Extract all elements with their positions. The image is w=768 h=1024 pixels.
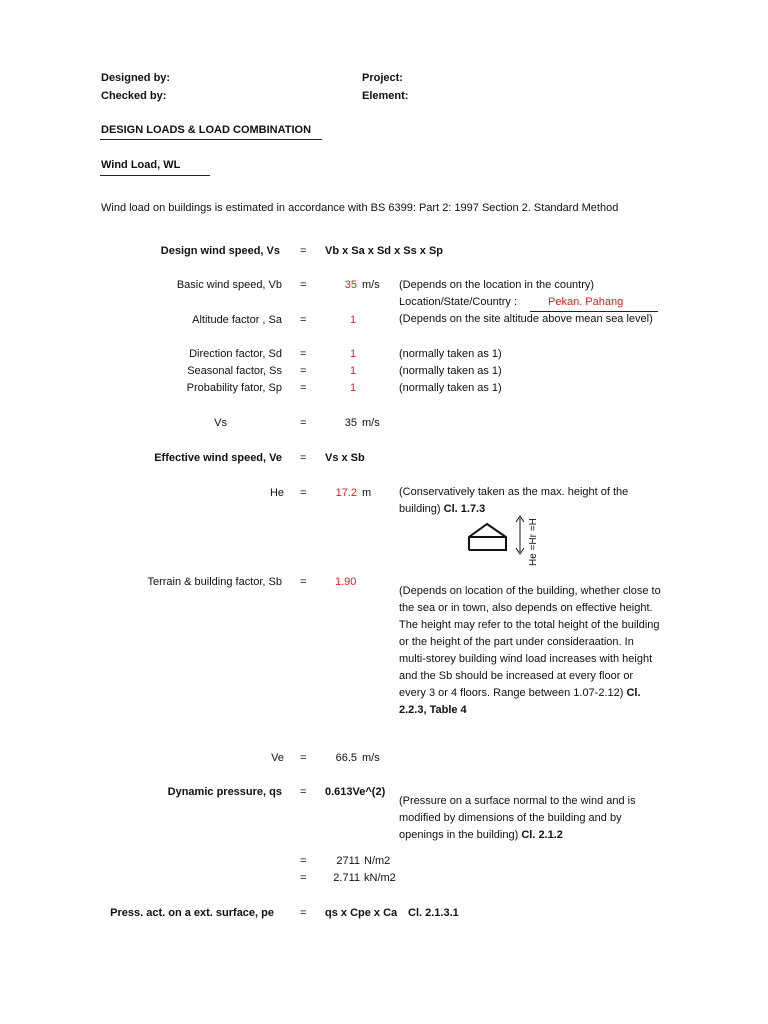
equals: = xyxy=(300,872,307,884)
qs-label: Dynamic pressure, qs xyxy=(167,786,282,798)
vb-value: 35 xyxy=(344,279,357,291)
qs-formula: 0.613Ve^(2) xyxy=(325,786,386,798)
equals: = xyxy=(300,279,307,291)
he-label: He xyxy=(269,487,284,499)
location-label: Location/State/Country : xyxy=(399,296,518,308)
vb-note: (Depends on the location in the country) xyxy=(399,279,595,291)
equals: = xyxy=(300,752,307,764)
he-unit: m xyxy=(362,487,372,499)
vs-result-unit: m/s xyxy=(362,417,380,429)
sb-note-text: (Depends on location of the building, whether close to the sea or in town, also depends on effective height. The height may refer to the total height of the building or the height of the part under consideraation. In multi-storey building wind load increases with height and the Sb should be increased at every floor or every 3 or 4 floors. Range between 1.07-2.12) xyxy=(399,585,661,699)
ve-label: Effective wind speed, Ve xyxy=(154,452,282,464)
qs-note xyxy=(399,793,661,844)
vs-result-label: Vs xyxy=(214,417,227,429)
subsection-title-underline xyxy=(100,175,210,176)
sd-value: 1 xyxy=(349,348,357,360)
he-note-text: (Conservatively taken as the max. height of the building) xyxy=(399,486,629,515)
ve-result-unit: m/s xyxy=(362,752,380,764)
qs-result2-value: 2.711 xyxy=(333,872,360,884)
qs-note-text: (Pressure on a surface normal to the wind and is modified by dimensions of the building and by openings in the building) xyxy=(399,795,636,841)
sa-label: Altitude factor , Sa xyxy=(192,314,282,326)
vb-label: Basic wind speed, Vb xyxy=(176,279,282,291)
sa-note: (Depends on the site altitude above mean sea level) xyxy=(399,313,653,325)
vs-label: Design wind speed, Vs xyxy=(160,245,280,257)
equals: = xyxy=(300,786,307,798)
checked-by-label: Checked by: xyxy=(101,90,167,102)
pe-ref: Cl. 2.1.3.1 xyxy=(408,907,459,919)
vb-unit: m/s xyxy=(362,279,380,291)
pe-label: Press. act. on a ext. surface, pe xyxy=(110,907,274,919)
sp-value: 1 xyxy=(349,382,357,394)
diagram-height-label: He =Hr =H xyxy=(528,518,539,566)
element-label: Element: xyxy=(362,90,409,102)
ve-result-value: 66.5 xyxy=(335,752,357,764)
sb-note xyxy=(399,583,661,719)
equals: = xyxy=(300,382,307,394)
qs-result2-unit: kN/m2 xyxy=(364,872,396,884)
sp-note: (normally taken as 1) xyxy=(399,382,502,394)
ve-result-label: Ve xyxy=(271,752,284,764)
vs-formula: Vb x Sa x Sd x Ss x Sp xyxy=(325,245,443,257)
equals: = xyxy=(300,245,307,257)
equals: = xyxy=(300,365,307,377)
vs-result-value: 35 xyxy=(344,417,357,429)
sp-label: Probability fator, Sp xyxy=(186,382,282,394)
sb-ref: Cl. 2.2.3, Table 4 xyxy=(399,687,641,716)
section-title: DESIGN LOADS & LOAD COMBINATION xyxy=(101,124,312,136)
designed-by-label: Designed by: xyxy=(101,72,171,84)
equals: = xyxy=(300,348,307,360)
he-value: 17.2 xyxy=(335,487,357,499)
qs-ref: Cl. 2.1.2 xyxy=(521,829,563,841)
ss-label: Seasonal factor, Ss xyxy=(187,365,282,377)
sd-note: (normally taken as 1) xyxy=(399,348,502,360)
ve-formula: Vs x Sb xyxy=(325,452,365,464)
subsection-title: Wind Load, WL xyxy=(101,159,181,171)
section-title-underline xyxy=(100,139,322,140)
qs-result1-value: 2711 xyxy=(336,855,360,867)
equals: = xyxy=(300,907,307,919)
qs-result1-unit: N/m2 xyxy=(364,855,391,867)
location-value: Pekan. Pahang xyxy=(548,296,624,308)
intro-text: Wind load on buildings is estimated in accordance with BS 6399: Part 2: 1997 Section 2. Standard Method xyxy=(101,202,619,214)
sb-label: Terrain & building factor, Sb xyxy=(147,576,282,588)
ss-note: (normally taken as 1) xyxy=(399,365,502,377)
equals: = xyxy=(300,314,307,326)
equals: = xyxy=(300,452,307,464)
building-height-diagram xyxy=(465,510,545,570)
ss-value: 1 xyxy=(349,365,357,377)
sd-label: Direction factor, Sd xyxy=(189,348,282,360)
sb-value: 1.90 xyxy=(335,576,357,588)
he-ref: Cl. 1.7.3 xyxy=(443,503,486,515)
equals: = xyxy=(300,417,307,429)
equals: = xyxy=(300,855,307,867)
sa-value: 1 xyxy=(349,314,357,326)
project-label: Project: xyxy=(362,72,403,84)
equals: = xyxy=(300,487,307,499)
pe-formula: qs x Cpe x Ca xyxy=(325,907,398,919)
equals: = xyxy=(300,576,307,588)
